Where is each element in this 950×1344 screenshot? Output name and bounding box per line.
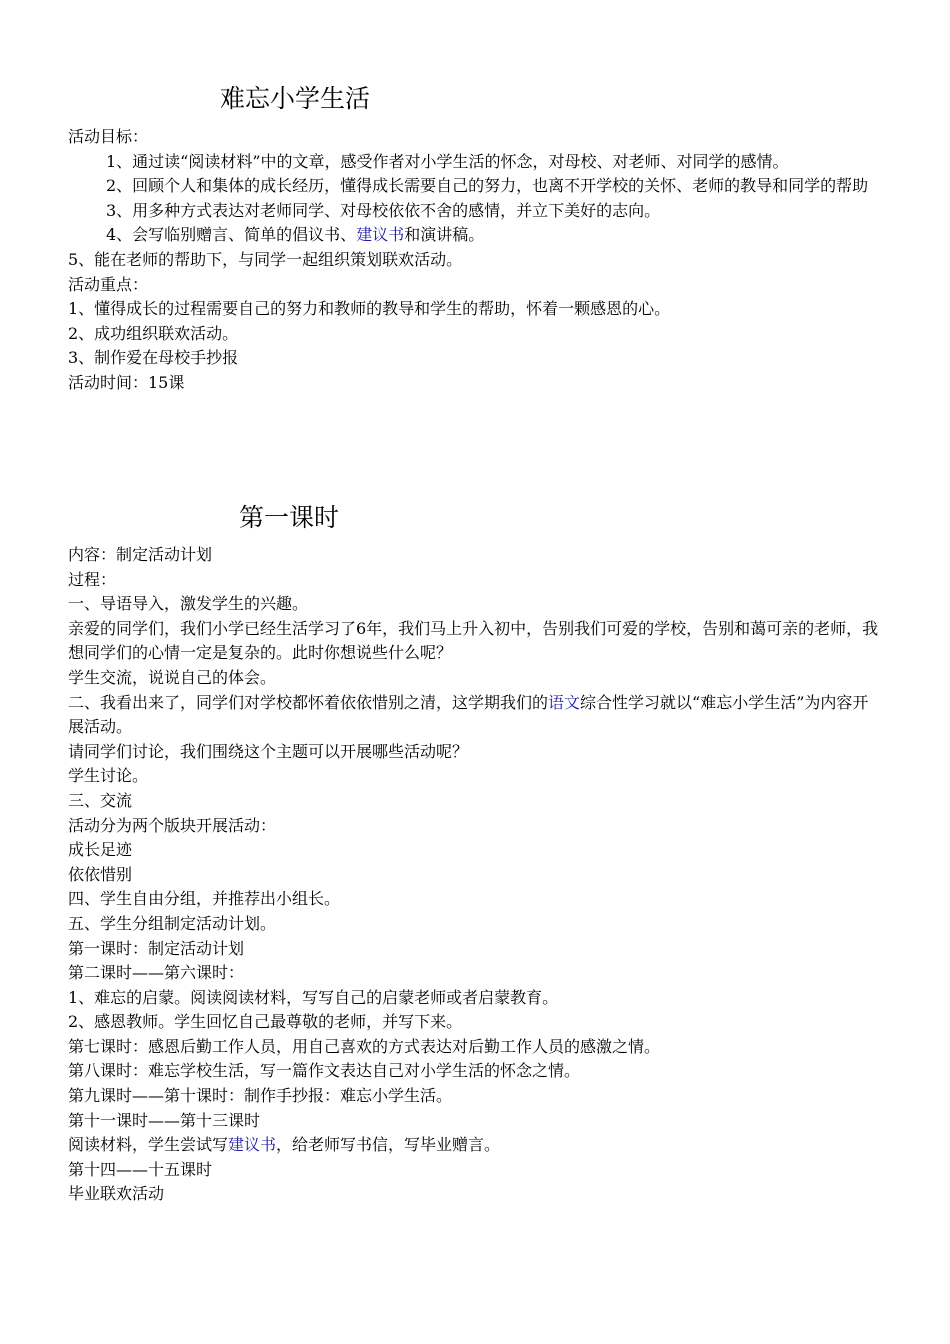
section-growth: 成长足迹 [68, 840, 133, 860]
plan-item-9 [68, 1133, 883, 1158]
plan-item-10: 第十四——十五课时 [68, 1159, 213, 1179]
paragraph-discuss-prompt: 请同学们讨论，我们围绕这个主题可以开展哪些活动呢？ [68, 741, 469, 761]
goals-label: 活动目标： [68, 127, 149, 146]
step-4: 四、学生自由分组，并推荐出小组长。 [68, 889, 341, 909]
step-1: 一、导语导入，激发学生的兴趣。 [68, 594, 309, 614]
plan-item-9-text-end: ，给老师写书信，写毕业赠言。 [276, 1135, 501, 1155]
goal-item-4-text-end: 和演讲稿。 [404, 225, 485, 245]
plan-item-9-text: 阅读材料，学生尝试写 [68, 1135, 229, 1155]
lesson-content: 内容：制定活动计划 [68, 545, 213, 564]
goal-item-5: 5、能在老师的帮助下，与同学一起组织策划联欢活动。 [68, 249, 463, 269]
goal-item-2: 2、回顾个人和集体的成长经历，懂得成长需要自己的努力，也离不开学校的关怀、老师的教导和同学的帮助 [106, 176, 869, 196]
step-3: 三、交流 [68, 790, 133, 810]
step-5: 五、学生分组制定活动计划。 [68, 913, 277, 933]
goal-item-1: 1、通过读“阅读材料”中的文章，感受作者对小学生活的怀念，对母校、对老师、对同学的感情。 [106, 151, 789, 171]
paragraph-sections: 活动分为两个版块开展活动： [68, 815, 277, 835]
plan-item-7: 第九课时——第十课时：制作手抄报：难忘小学生活。 [68, 1086, 453, 1106]
chinese-link[interactable]: 语文 [548, 692, 581, 712]
section-farewell: 依依惜别 [68, 864, 133, 884]
focus-item-2: 2、成功组织联欢活动。 [68, 323, 239, 343]
proposal-link-2[interactable]: 建议书 [228, 1135, 277, 1155]
lesson-title: 第一课时 [239, 503, 340, 532]
goal-item-3: 3、用多种方式表达对老师同学、对母校依依不舍的感情，并立下美好的志向。 [106, 200, 661, 220]
lesson-section [68, 543, 883, 1207]
plan-item-1: 第一课时：制定活动计划 [68, 938, 245, 958]
plan-item-5: 第七课时：感恩后勤工作人员，用自己喜欢的方式表达对后勤工作人员的感激之情。 [68, 1036, 661, 1056]
goal-item-4 [68, 223, 883, 248]
page-title: 难忘小学生活 [220, 84, 371, 113]
plan-item-4: 2、感恩教师。学生回忆自己最尊敬的老师，并写下来。 [68, 1012, 463, 1032]
plan-item-11: 毕业联欢活动 [68, 1184, 165, 1204]
plan-item-3: 1、难忘的启蒙。阅读阅读材料，写写自己的启蒙老师或者启蒙教育。 [68, 987, 559, 1007]
focus-item-3: 3、制作爱在母校手抄报 [68, 348, 239, 368]
activity-goals-section [68, 125, 883, 396]
step-2 [68, 691, 883, 740]
step-2-text-end: 综合性学习就以“难忘小学生活”为内容开展活动。 [68, 692, 869, 737]
paragraph-intro: 亲爱的同学们，我们小学已经生活学习了6年，我们马上升入初中，告别我们可爱的学校，告别和蔼可亲的老师，我想同学们的心情一定是复杂的。此时你想说些什么呢？ [68, 618, 879, 663]
goal-item-4-text: 4、会写临别赠言、简单的倡议书、 [106, 225, 357, 245]
paragraph-exchange: 学生交流，说说自己的体会。 [68, 667, 277, 687]
focus-item-1: 1、懂得成长的过程需要自己的努力和教师的教导和学生的帮助，怀着一颗感恩的心。 [68, 299, 671, 319]
plan-item-8: 第十一课时——第十三课时 [68, 1110, 261, 1130]
process-label: 过程： [68, 569, 117, 589]
plan-item-6: 第八课时：难忘学校生活，写一篇作文表达自己对小学生活的怀念之情。 [68, 1061, 581, 1081]
plan-item-2: 第二课时——第六课时： [68, 963, 245, 983]
paragraph-discuss: 学生讨论。 [68, 766, 149, 786]
focus-label: 活动重点： [68, 274, 149, 294]
proposal-link[interactable]: 建议书 [356, 225, 405, 245]
step-2-text: 二、我看出来了，同学们对学校都怀着依依惜别之清，这学期我们的 [68, 692, 549, 712]
activity-time: 活动时间：15课 [68, 372, 185, 392]
